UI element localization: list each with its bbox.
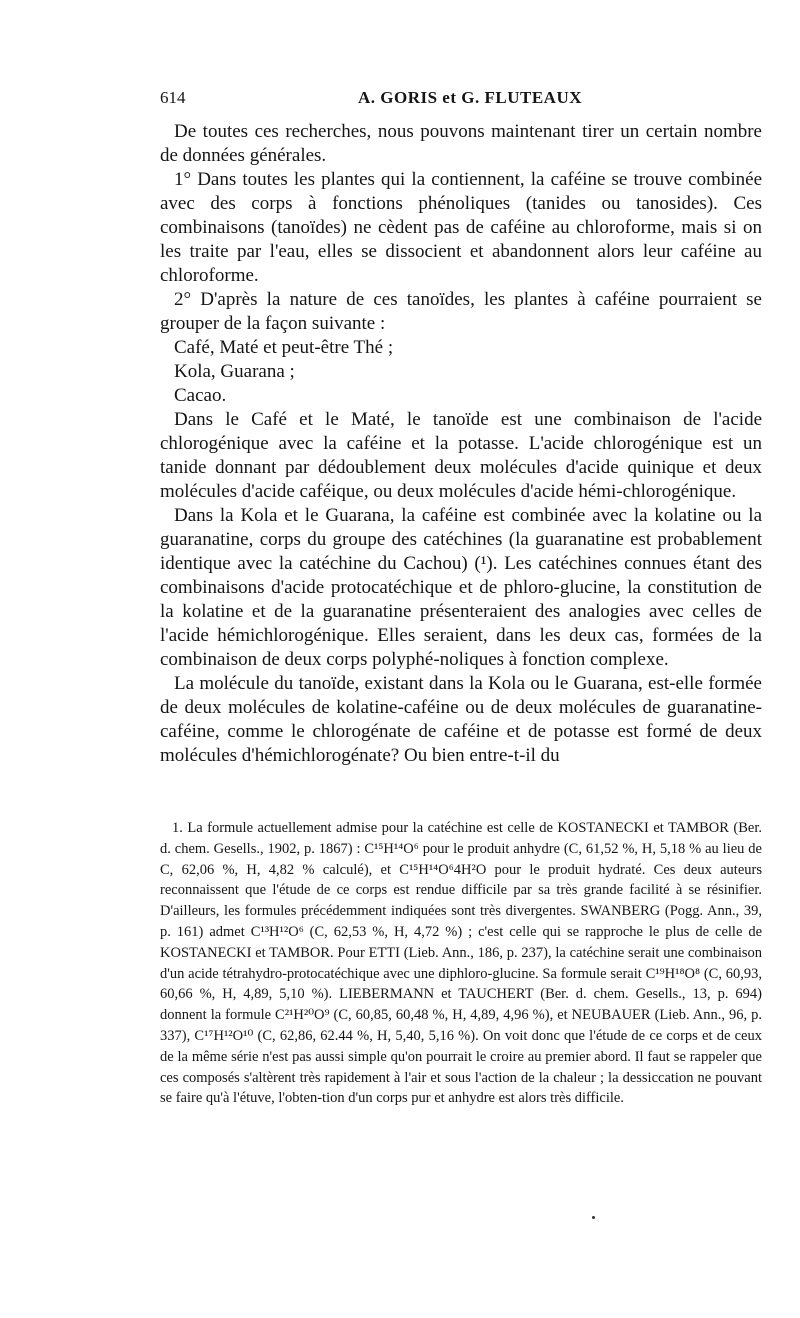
paragraph-1: De toutes ces recherches, nous pouvons maintenant tirer un certain nombre de données générales. [160,121,762,166]
footnote [160,818,762,1109]
list-item-3: Cacao. [174,385,227,406]
page-number: 614 [160,88,186,107]
page-header [160,88,760,112]
print-speck [592,1216,595,1219]
paragraph-3: 2° D'après la nature de ces tanoïdes, les plantes à caféine pourraient se grouper de la façon suivante : [160,289,762,334]
paragraph-5: Dans la Kola et le Guarana, la caféine est combinée avec la kolatine ou la guaranatine, corps du groupe des catéchines (la guaranatine est probablement identique avec la catéchine du Cachou) (¹). Les catéchines connues étant des combinaisons d'acide protocatéchique et de phloro-glucine, la constitution de la kolatine et de la guaranatine présenteraient des analogies avec celles de l'acide hémichlorogénique. Elles seraient, dans les deux cas, formées de la combinaison de deux corps polyphé-noliques à fonction complexe. [160,505,762,670]
main-text [160,120,762,768]
running-head: A. GORIS et G. FLUTEAUX [357,88,582,107]
paragraph-2: 1° Dans toutes les plantes qui la contiennent, la caféine se trouve combinée avec des corps à fonctions phénoliques (tanides ou tanosides). Ces combinaisons (tanoïdes) ne cèdent pas de caféine au chloroforme, mais si on les traite par l'eau, elles se dissocient et abandonnent alors leur caféine au chloroforme. [160,169,762,286]
footnote-text: 1. La formule actuellement admise pour la catéchine est celle de KOSTANECKI et TAMBOR (Ber. d. chem. Gesells., 1902, p. 1867) : C¹⁵H¹⁴O⁶ pour le produit anhydre (C, 61,52 %, H, 5,18 % au lieu de C, 62,06 %, H, 4,82 % calculé), et C¹⁵H¹⁴O⁶4H²O pour le produit hydraté. Ces deux auteurs reconnaissent que l'étude de ce corps est rendue difficile par sa très grande facilité à se résinifier. D'ailleurs, les formules précédemment indiquées sont très divergentes. SWANBERG (Pogg. Ann., 39, p. 161) admet C¹³H¹²O⁶ (C, 62,53 %, H, 4,72 %) ; c'est celle qui se rapproche le plus de celle de KOSTANECKI et TAMBOR. Pour ETTI (Lieb. Ann., 186, p. 237), la catéchine serait une combinaison d'un acide tétrahydro-protocatéchique avec une diphloro-glucine. Sa formule serait C¹⁹H¹⁸O⁸ (C, 60,93, 60,66 %, H, 4,89, 5,10 %). LIEBERMANN et TAUCHERT (Ber. d. chem. Gesells., 13, p. 694) donnent la formule C²¹H²⁰O⁹ (C, 60,85, 60,48 %, H, 4,89, 4,96 %), et NEUBAUER (Lieb. Ann., 96, p. 337), C¹⁷H¹²O¹⁰ (C, 62,86, 62.44 %, H, 5,40, 5,16 %). On voit donc que l'étude de ce corps et de ceux de la même série n'est pas aussi simple qu'on pourrait le croire au premier abord. Il faut se rappeler que ces composés s'altèrent très rapidement à l'air et sous l'action de la chaleur ; la dessiccation ne pouvant se faire qu'à l'étuve, l'obten-tion d'un corps pur et anhydre est alors très difficile. [160,820,762,1107]
list-item-1: Café, Maté et peut-être Thé ; [174,337,394,358]
paragraph-4: Dans le Café et le Maté, le tanoïde est une combinaison de l'acide chlorogénique avec la caféine et la potasse. L'acide chlorogénique est un tanide donnant par dédoublement deux molécules d'acide quinique et deux molécules d'acide caféique, ou deux molécules d'acide hémi-chlorogénique. [160,409,762,502]
paragraph-6: La molécule du tanoïde, existant dans la Kola ou le Guarana, est-elle formée de deux molécules de kolatine-caféine ou de deux molécules de guaranatine-caféine, comme le chlorogénate de caféine et de potasse est formé de deux molécules d'hémichlorogénate? Ou bien entre-t-il du [160,673,762,766]
list-item-2: Kola, Guarana ; [174,361,295,382]
